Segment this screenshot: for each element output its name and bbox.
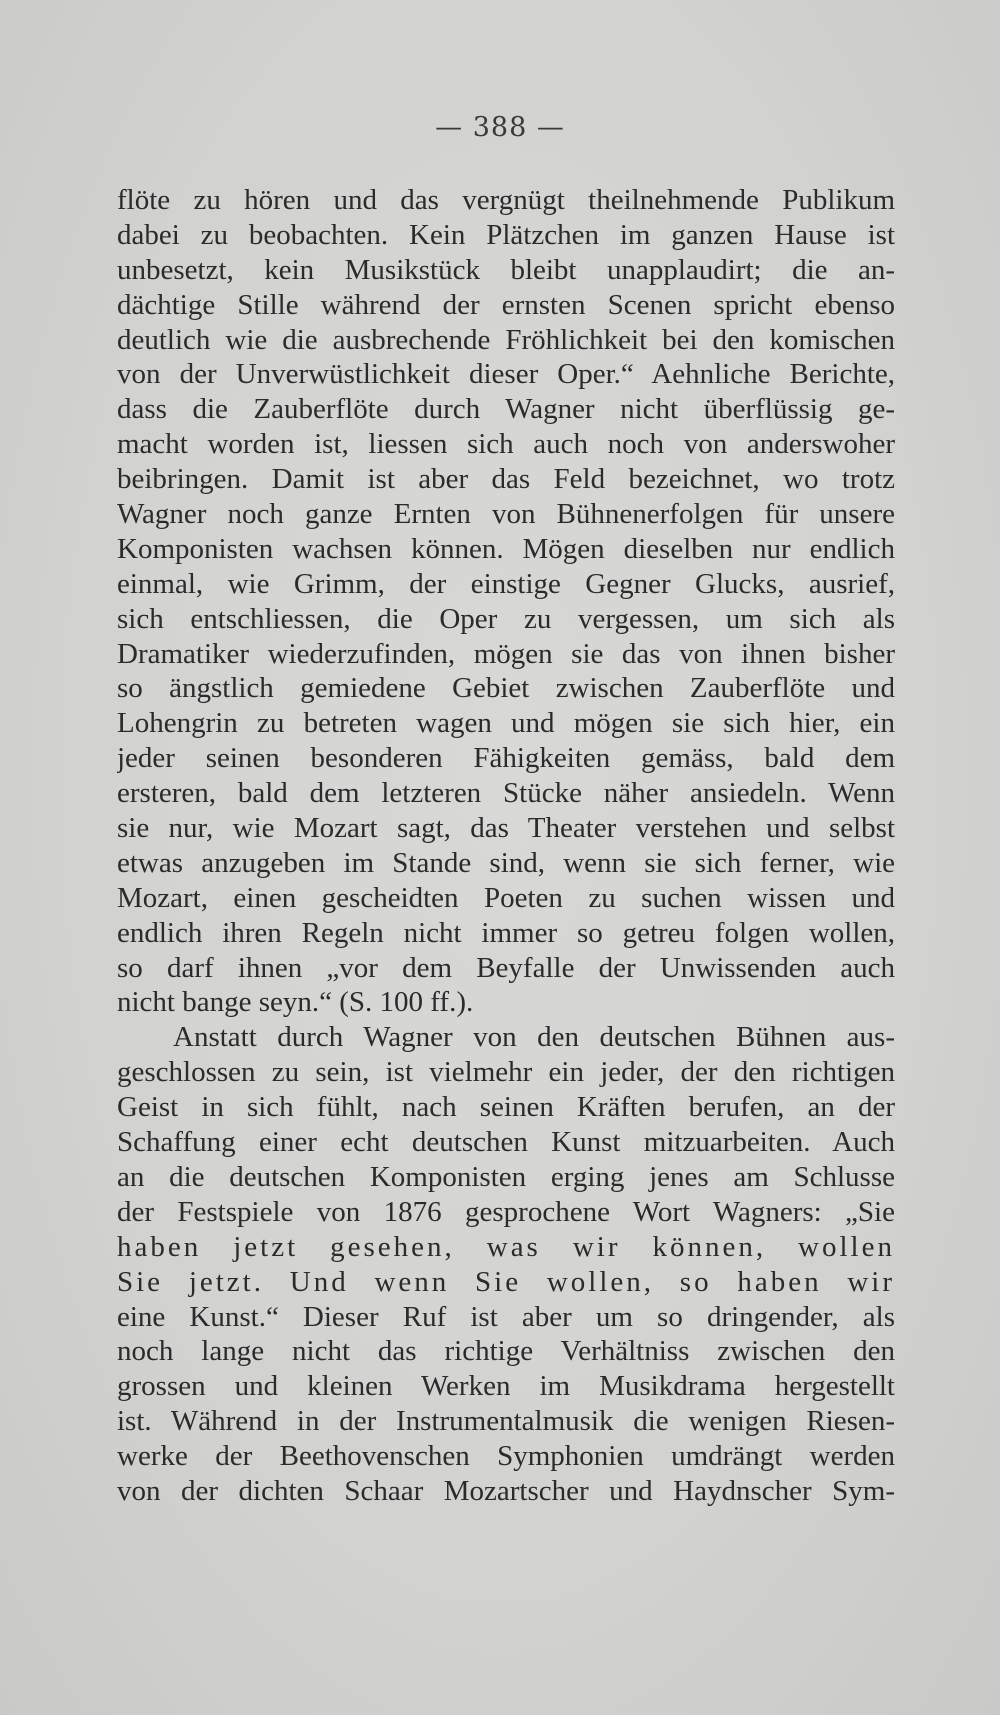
text-line: etwas anzugeben im Stande sind, wenn sie sich ferner, wie [117,846,895,879]
text-line: von der dichten Schaar Mozartscher und Haydnscher Sym- [117,1474,895,1507]
text-line: endlich ihren Regeln nicht immer so getreu folgen wollen, [117,916,895,949]
page-number-header: — 388 — [435,112,565,143]
emphasized-quote-line: haben jetzt gesehen, was wir können, wollen [117,1230,895,1263]
text-line: Komponisten wachsen können. Mögen dieselben nur endlich [117,532,895,565]
text-line: ist. Während in der Instrumentalmusik die wenigen Riesen- [117,1405,895,1438]
text-line: dabei zu beobachten. Kein Plätzchen im ganzen Hause ist [117,218,895,251]
text-line: unbesetzt, kein Musikstück bleibt unapplaudirt; die an- [117,253,895,286]
text-line: dächtige Stille während der ernsten Scenen spricht ebenso [117,288,895,321]
text-line: so darf ihnen „vor dem Beyfalle der Unwissenden auch [117,951,895,984]
text-line: grossen und kleinen Werken im Musikdrama hergestellt [117,1370,895,1403]
text-line: deutlich wie die ausbrechende Fröhlichkeit bei den komischen [117,323,895,356]
text-line: werke der Beethovenschen Symphonien umdrängt werden [117,1440,895,1473]
text-line: geschlossen zu sein, ist vielmehr ein jeder, der den richtigen [117,1056,895,1089]
text-line: flöte zu hören und das vergnügt theilnehmende Publikum [117,184,895,216]
text-line: Geist in sich fühlt, nach seinen Kräften berufen, an der [117,1091,895,1124]
text-line: jeder seinen besonderen Fähigkeiten gemäss, bald dem [117,742,895,775]
text-line: Wagner noch ganze Ernten von Bühnenerfolgen für unsere [117,498,895,531]
text-line: noch lange nicht das richtige Verhältniss zwischen den [117,1335,895,1368]
text-line: der Festspiele von 1876 gesprochene Wort Wagners: „Sie [117,1195,895,1228]
text-line: Mozart, einen gescheidten Poeten zu suchen wissen und [117,881,895,914]
paragraph-start-line: Anstatt durch Wagner von den deutschen Bühnen aus- [173,1021,895,1054]
body-text [117,183,895,1509]
text-line: macht worden ist, liessen sich auch noch von anderswoher [117,428,895,461]
paragraph-end-line: nicht bange seyn.“ (S. 100 ff.). [117,986,474,1019]
text-line: sich entschliessen, die Oper zu vergessen, um sich als [117,602,895,635]
text-line: einmal, wie Grimm, der einstige Gegner Glucks, ausrief, [117,567,895,600]
text-line: Dramatiker wiederzufinden, mögen sie das von ihnen bisher [117,637,895,670]
text-line: beibringen. Damit ist aber das Feld bezeichnet, wo trotz [117,463,895,496]
text-line: an die deutschen Komponisten erging jenes am Schlusse [117,1160,895,1193]
text-line: von der Unverwüstlichkeit dieser Oper.“ Aehnliche Berichte, [117,358,895,391]
emphasized-quote-line: Sie jetzt. Und wenn Sie wollen, so haben wir [117,1265,895,1298]
text-line: so ängstlich gemiedene Gebiet zwischen Zauberflöte und [117,672,895,705]
text-line: sie nur, wie Mozart sagt, das Theater verstehen und selbst [117,812,895,845]
text-line: eine Kunst.“ Dieser Ruf ist aber um so dringender, als [117,1300,895,1333]
text-line: dass die Zauberflöte durch Wagner nicht überflüssig ge- [117,393,895,426]
text-line: ersteren, bald dem letzteren Stücke näher ansiedeln. Wenn [117,777,895,810]
text-line: Lohengrin zu betreten wagen und mögen sie sich hier, ein [117,707,895,740]
text-line: Schaffung einer echt deutschen Kunst mitzuarbeiten. Auch [117,1126,895,1159]
